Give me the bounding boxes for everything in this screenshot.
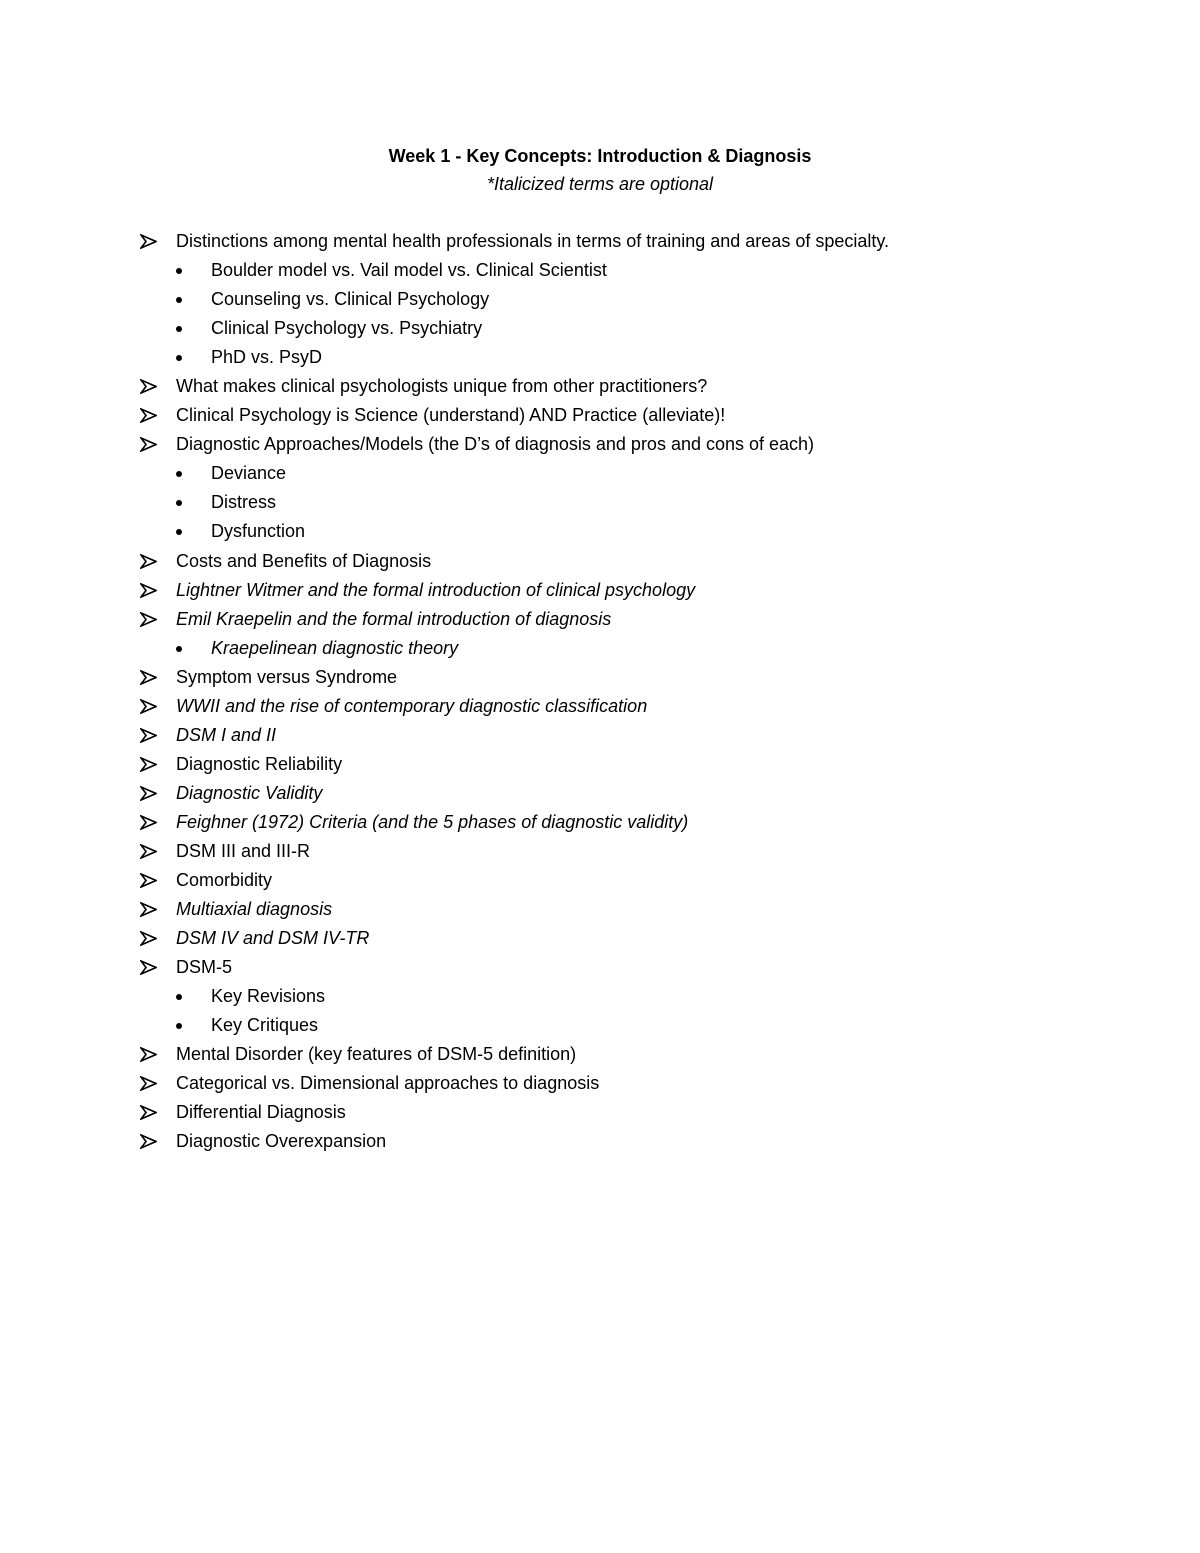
list-item-text: Diagnostic Reliability (176, 753, 343, 774)
bullet-icon (172, 517, 192, 546)
arrowhead-bullet-icon (140, 605, 160, 634)
arrowhead-bullet-icon (140, 430, 160, 459)
list-item-text: DSM IV and DSM IV-TR (176, 928, 370, 949)
list-item-text: Clinical Psychology vs. Psychiatry (211, 318, 483, 339)
list-item-text: Feighner (1972) Criteria (and the 5 phases of diagnostic validity) (176, 811, 689, 832)
arrowhead-bullet-icon (140, 372, 160, 401)
list-item-text: Boulder model vs. Vail model vs. Clinical Scientist (211, 260, 607, 281)
bullet-icon (172, 314, 192, 343)
list-item-text: What makes clinical psychologists unique from other practitioners? (176, 376, 708, 397)
arrowhead-bullet-icon (140, 401, 160, 430)
list-item (0, 285, 1200, 314)
list-item-text: Kraepelinean diagnostic theory (211, 637, 459, 658)
arrowhead-bullet-icon (140, 721, 160, 750)
list-item-text: Deviance (211, 463, 287, 484)
arrowhead-bullet-icon (140, 953, 160, 982)
list-item-text: Symptom versus Syndrome (176, 666, 398, 687)
list-item-text: Comorbidity (176, 870, 273, 891)
arrowhead-bullet-icon (140, 663, 160, 692)
list-item (0, 1011, 1200, 1040)
list-item-text: Diagnostic Overexpansion (176, 1131, 387, 1152)
list-item (0, 779, 1200, 808)
list-item (0, 1127, 1200, 1156)
list-item-text: Differential Diagnosis (176, 1102, 346, 1123)
arrowhead-bullet-icon (140, 576, 160, 605)
list-item-text: Costs and Benefits of Diagnosis (176, 550, 432, 571)
list-item-text: Categorical vs. Dimensional approaches to diagnosis (176, 1073, 600, 1094)
list-item (0, 866, 1200, 895)
list-item (0, 401, 1200, 430)
list-item (0, 895, 1200, 924)
list-item (0, 605, 1200, 634)
list-item-text: Distinctions among mental health professionals in terms of training and areas of specialty. (176, 231, 890, 251)
list-item-text: Diagnostic Approaches/Models (the D’s of diagnosis and pros and cons of each) (176, 434, 815, 455)
list-item (0, 459, 1200, 488)
page-subtitle: *Italicized terms are optional (486, 174, 714, 194)
arrowhead-bullet-icon (140, 808, 160, 837)
list-item-text: Dysfunction (211, 521, 306, 542)
list-item-text: Diagnostic Validity (176, 782, 323, 803)
arrowhead-bullet-icon (140, 692, 160, 721)
list-item-text: Multiaxial diagnosis (176, 899, 333, 920)
list-item (0, 982, 1200, 1011)
list-item (0, 256, 1200, 285)
arrowhead-bullet-icon (140, 866, 160, 895)
list-item-text: Clinical Psychology is Science (understand) AND Practice (alleviate)! (176, 405, 726, 426)
arrowhead-bullet-icon (140, 1127, 160, 1156)
bullet-icon (172, 488, 192, 517)
arrowhead-bullet-icon (140, 1040, 160, 1069)
bullet-icon (172, 982, 192, 1011)
list-item-text: PhD vs. PsyD (211, 347, 323, 368)
arrowhead-bullet-icon (140, 750, 160, 779)
list-item-text: Key Revisions (211, 986, 326, 1007)
list-item-text: Mental Disorder (key features of DSM-5 definition) (176, 1044, 577, 1065)
page-title: Week 1 - Key Concepts: Introduction & Diagnosis (388, 146, 812, 166)
list-item-text: Lightner Witmer and the formal introduction of clinical psychology (176, 579, 696, 600)
list-item (0, 517, 1200, 546)
list-item (0, 1098, 1200, 1127)
bullet-icon (172, 634, 192, 663)
list-item-text: DSM III and III-R (176, 840, 311, 861)
list-item-text: DSM I and II (176, 724, 277, 745)
list-item (0, 227, 1200, 256)
concept-list (0, 227, 1200, 1157)
list-item (0, 372, 1200, 401)
list-item-text: Distress (211, 492, 277, 513)
list-item-text: Key Critiques (211, 1015, 319, 1036)
list-item (0, 343, 1200, 372)
arrowhead-bullet-icon (140, 1098, 160, 1127)
bullet-icon (172, 459, 192, 488)
list-item (0, 808, 1200, 837)
list-item-text: DSM-5 (176, 957, 233, 978)
bullet-icon (172, 256, 192, 285)
list-item (0, 634, 1200, 663)
arrowhead-bullet-icon (140, 547, 160, 576)
list-item (0, 1040, 1200, 1069)
arrowhead-bullet-icon (140, 837, 160, 866)
bullet-icon (172, 1011, 192, 1040)
list-item-text: WWII and the rise of contemporary diagnostic classification (176, 695, 648, 716)
list-item (0, 750, 1200, 779)
list-item (0, 663, 1200, 692)
list-item-text: Emil Kraepelin and the formal introduction of diagnosis (176, 608, 612, 629)
list-item (0, 576, 1200, 605)
arrowhead-bullet-icon (140, 924, 160, 953)
list-item (0, 547, 1200, 576)
list-item (0, 924, 1200, 953)
list-item (0, 692, 1200, 721)
list-item (0, 430, 1200, 459)
arrowhead-bullet-icon (140, 779, 160, 808)
list-item (0, 1069, 1200, 1098)
list-item (0, 314, 1200, 343)
list-item (0, 488, 1200, 517)
arrowhead-bullet-icon (140, 1069, 160, 1098)
bullet-icon (172, 285, 192, 314)
list-item (0, 953, 1200, 982)
list-item-text: Counseling vs. Clinical Psychology (211, 289, 490, 310)
list-item (0, 837, 1200, 866)
bullet-icon (172, 343, 192, 372)
arrowhead-bullet-icon (140, 227, 160, 256)
list-item (0, 721, 1200, 750)
arrowhead-bullet-icon (140, 895, 160, 924)
